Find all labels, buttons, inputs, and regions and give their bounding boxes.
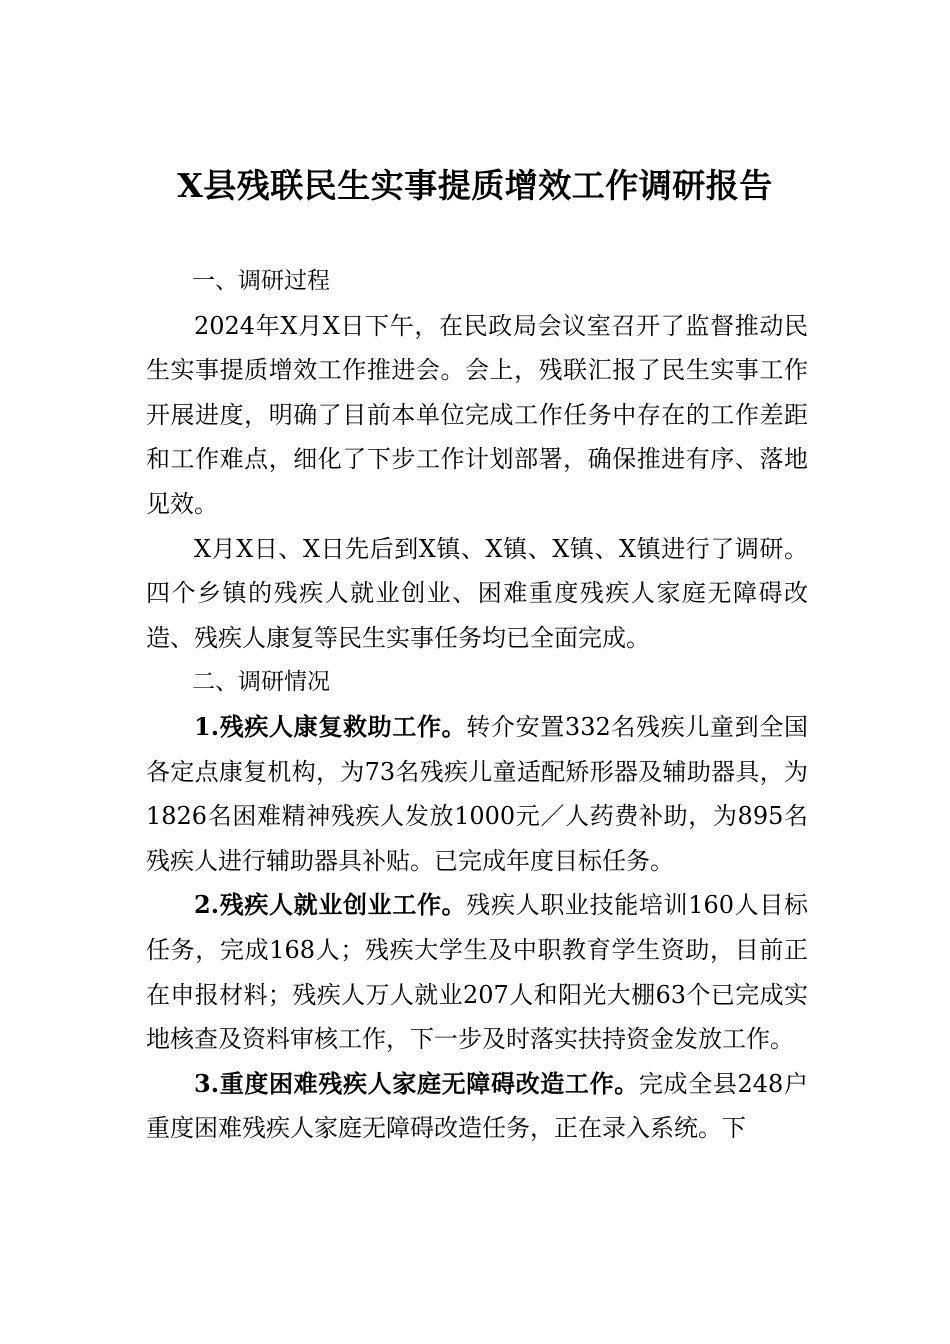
item-lead: 2.残疾人就业创业工作。: [194, 890, 467, 920]
section-heading-2: 二、调研情况: [192, 669, 330, 696]
list-item: [146, 883, 808, 1061]
paragraph: 2024年X月X日下午，在民政局会议室召开了监督推动民生实事提质增效工作推进会。会上，残联汇报了民生实事工作开展进度，明确了目前本单位完成工作任务中存在的工作差距和工作难点，细化了下步工作计划部署，确保推进有序、落地见效。: [146, 311, 808, 518]
item-lead: 3.重度困难残疾人家庭无障碍改造工作。: [194, 1068, 639, 1098]
document-title: X县残联民生实事提质增效工作调研报告: [177, 166, 773, 205]
list-item: [146, 705, 808, 883]
paragraph: X月X日、X日先后到X镇、X镇、X镇、X镇进行了调研。四个乡镇的残疾人就业创业、困难重度残疾人家庭无障碍改造、残疾人康复等民生实事任务均已全面完成。: [146, 534, 808, 652]
item-lead: 1.残疾人康复救助工作。: [194, 711, 467, 741]
item-text: 转介安置332名残疾儿童到全国各定点康复机构，为73名残疾儿童适配矫形器及辅助器具，为1826名困难精神残疾人发放1000元／人药费补助，为895名残疾人进行辅助器具补贴。已完成年度目标任务。: [146, 712, 808, 875]
item-text: 残疾人职业技能培训160人目标任务，完成168人；残疾大学生及中职教育学生资助，目前正在申报材料；残疾人万人就业207人和阳光大棚63个已完成实地核查及资料审核工作，下一步及时落实扶持资金发放工作。: [146, 891, 808, 1054]
list-item: [146, 1062, 808, 1151]
item-text: 完成全县248户重度困难残疾人家庭无障碍改造任务，正在录入系统。下: [146, 1069, 808, 1143]
section-heading-1: 一、调研过程: [192, 268, 330, 294]
document-body: [146, 259, 808, 1151]
